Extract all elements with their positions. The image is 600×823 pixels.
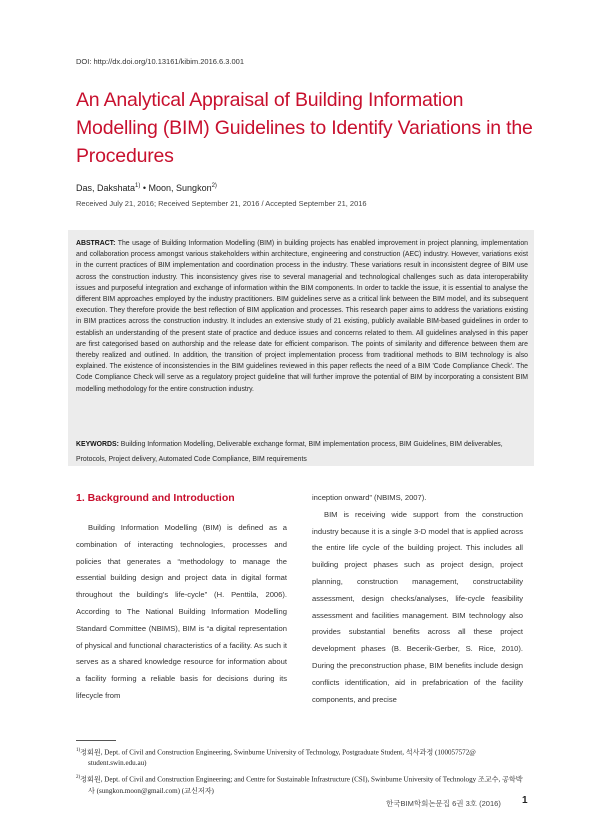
author-2-affiliation-mark: 2) <box>211 183 217 189</box>
abstract-text: The usage of Building Information Modelling (BIM) in building projects has enabled improvement in project planning, implementation and collaboration process amongst various stakeholders within architecture, engineering and construction (AEC) industry. However, variations exist in the current practices of BIM implementation and coordination process in the industry. These variations result in inconsistent degree of BIM use across the construction industry. This inconsistency gives rise to several managerial and technological challenges such as data interoperability issues and purposeful integration and exchange of information within the BIM components. In order to tackle the issue, it is essential to analyse the different BIM approaches employed by the industry practitioners. BIM guidelines serve as a critical link between the BIM model, and its subsequent execution. They therefore provide the best reflection of BIM application and processes. This research paper aims to address the variations existing in BIM practices across the construction industry. It includes an extensive study of 21 existing, publicly available BIM-based guidelines in order to establish an understanding of the present state of practice and deduce issues and concerns related to them. All guidelines analysed in this paper are first categorised based on authorship and the release date for efficient comparison. The points of similarity and difference between them are thereby realized and outlined. In addition, the transition of project implementation process from traditional methods to BIM technology is also explained. The existence of inconsistencies in the BIM guidelines reviewed in this paper reflects the need of a BIM 'Code Compliance Check'. The Code Compliance Check will serve as a regulatory project guideline that will further improve the potential of BIM by incorporating a consistent BIM modelling methodology for the entire construction industry. <box>76 240 529 393</box>
paper-title: An Analytical Appraisal of Building Information Modelling (BIM) Guidelines to Identify Variations in the Procedures <box>76 89 533 167</box>
author-line <box>76 183 217 193</box>
footnote-2-mark: 2) <box>76 775 81 781</box>
paragraph: Building Information Modelling (BIM) is defined as a combination of interacting technologies, processes and policies that generates a “methodology to manage the essential building design and project data in digital format throughout the building's life-cycle” (H. Penttila, 2006). According to The National Building Information Modelling Standard Committee (NBIMS), BIM is “a digital representation of physical and functional characteristics of a facility. As such it serves as a shared knowledge resource for information about a facility forming a reliable basis for decisions during its lifecycle from <box>76 523 287 700</box>
footnote-1-mark: 1) <box>76 748 81 753</box>
doi-line[interactable]: DOI: http://dx.doi.org/10.13161/kibim.2016.6.3.001 <box>76 57 245 66</box>
footnote-2 <box>76 772 528 796</box>
author-2: Moon, Sungkon <box>148 183 212 193</box>
abstract-label: ABSTRACT: <box>76 240 116 247</box>
journal-footer: 한국BIM학회논문집 6권 3호 (2016) <box>386 799 501 808</box>
footnotes <box>76 745 528 800</box>
footnote-rule <box>76 740 116 741</box>
page-number: 1 <box>522 795 528 806</box>
keywords-label: KEYWORDS: <box>76 441 119 448</box>
paragraph: BIM is receiving wide support from the construction industry because it is a single 3-D model that is applied across the entire life cycle of the building project. This includes all building project phases such as project design, project planning, construction management, constructability assessment, design checks/analyses, life-cycle feasibility assessment and facilities management. BIM technology also provides substantial benefits across all these project development phases (B. Becerik-Gerber, S. Rice, 2010). During the preconstruction phase, BIM benefits include design conflicts identification, aid in prefabrication of the facility components, and precise <box>312 509 523 704</box>
received-dates: Received July 21, 2016; Received September 21, 2016 / Accepted September 21, 2016 <box>76 199 367 208</box>
right-column <box>312 490 523 708</box>
footnote-2-text: 정회원, Dept. of Civil and Construction Engineering; and Centre for Sustainable Infrastructure (CSI), Swinburne University of Technology 조교수, 공학박사 (sungkon.moon@gmail.com) (교신저자) <box>80 775 523 795</box>
footnote-1-text: 정회원, Dept. of Civil and Construction Engineering, Swinburne University of Technology, Postgraduate Student, 석사과정 (100057572@ student.swin.edu.au) <box>80 748 476 768</box>
keywords-text: Building Information Modelling, Deliverable exchange format, BIM implementation process, BIM Guidelines, BIM deliverables, Protocols, Project delivery, Automated Code Compliance, BIM requirements <box>76 441 503 463</box>
paragraph-continued: inception onward” (NBIMS, 2007). <box>312 493 427 502</box>
author-separator: • <box>140 183 149 193</box>
keywords <box>76 437 528 467</box>
abstract <box>76 238 528 395</box>
footnote-1 <box>76 745 528 769</box>
section-heading: 1. Background and Introduction <box>76 492 235 504</box>
author-1: Das, Dakshata <box>76 183 136 193</box>
left-column <box>76 490 287 705</box>
author-1-affiliation-mark: 1) <box>135 183 141 189</box>
